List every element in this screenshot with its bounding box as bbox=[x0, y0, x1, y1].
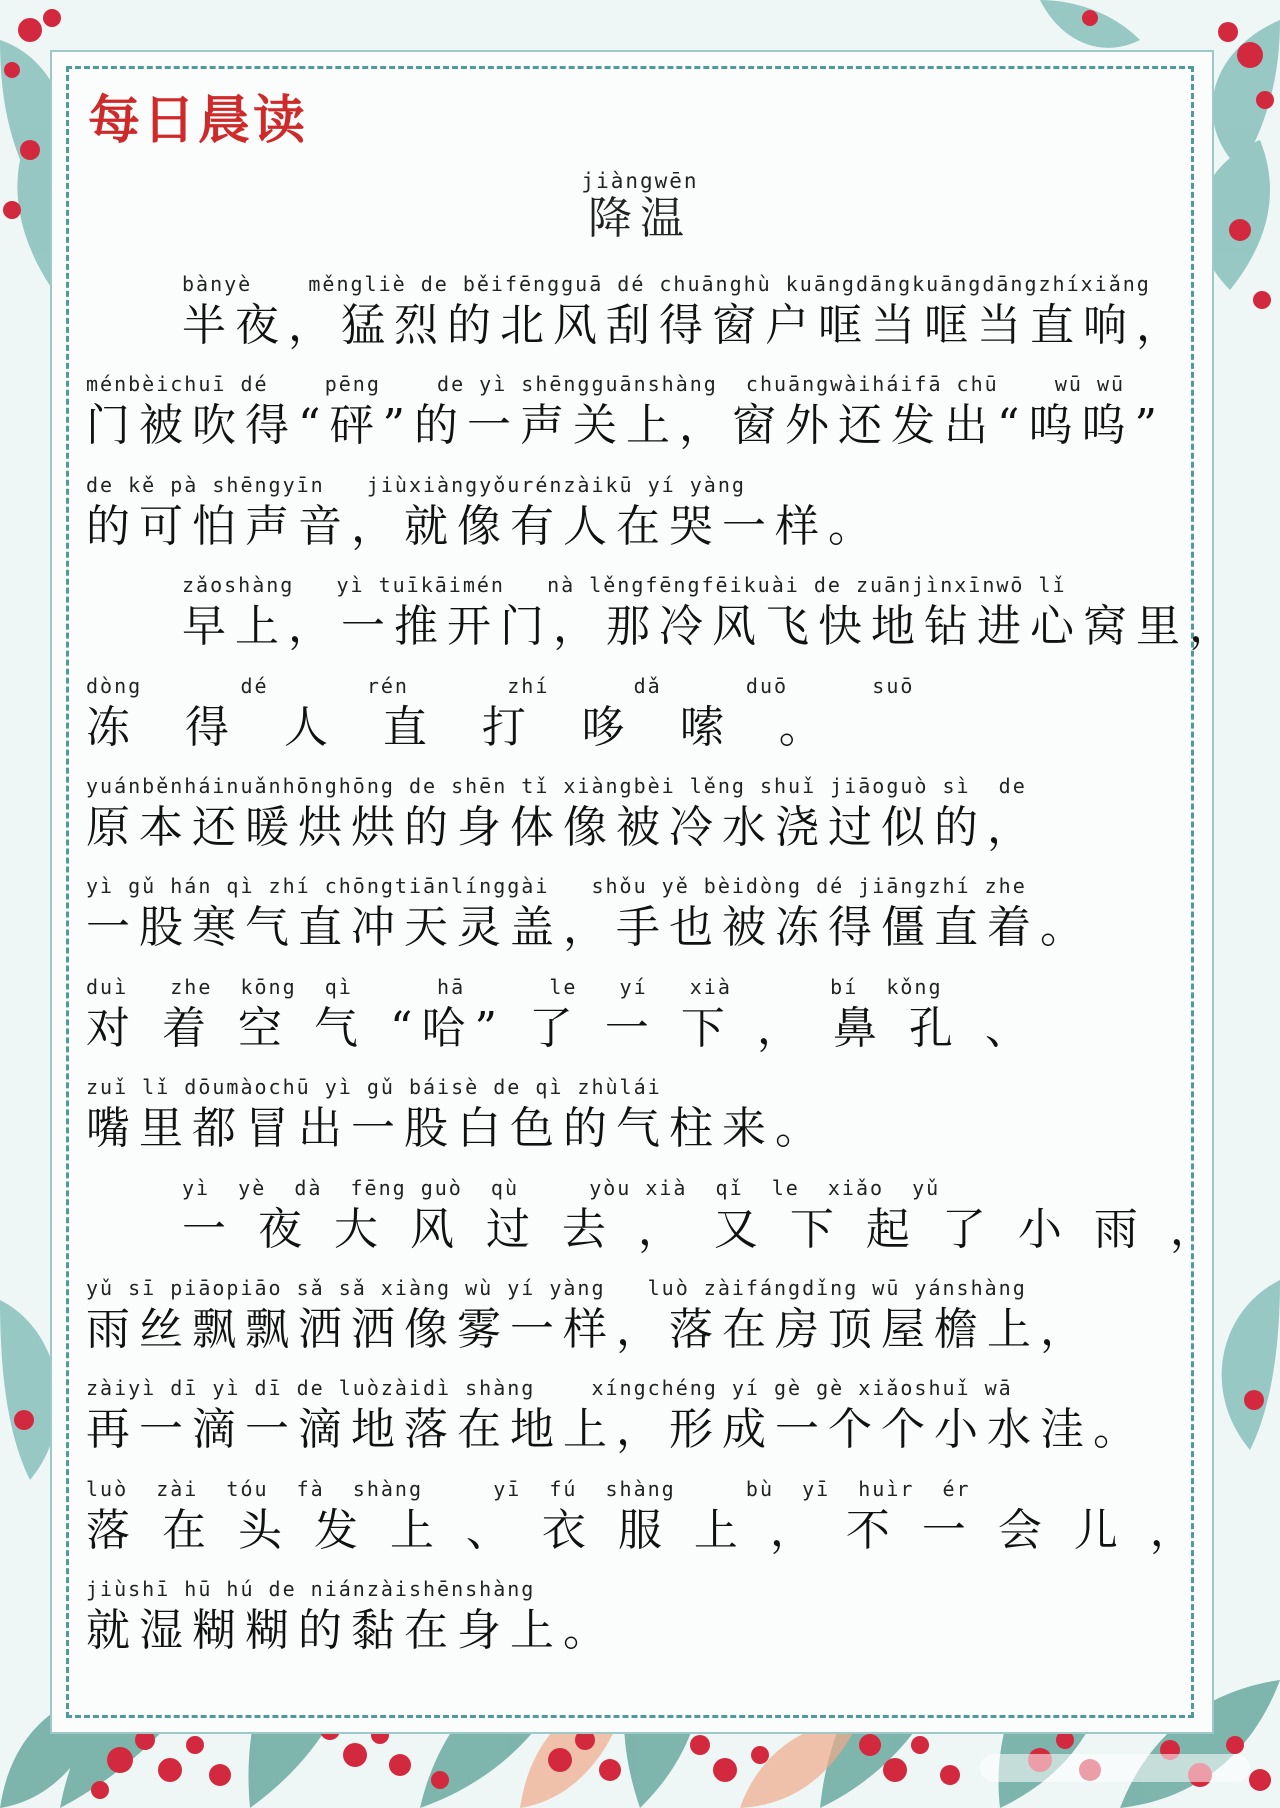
hanzi-line: 雨丝飘飘洒洒像雾一样，落在房顶屋檐上， bbox=[86, 1303, 1093, 1355]
passage-line bbox=[86, 1374, 1196, 1474]
watermark bbox=[980, 1754, 1250, 1782]
hanzi-line: 半夜，猛烈的北风刮得窗户哐当哐当直响， bbox=[182, 300, 1189, 351]
passage-line bbox=[86, 270, 1196, 370]
pinyin-line: yǔ sī piāopiāo sǎ sǎ xiàng wù yí yàng luò zàifángdǐng wū yánshàng bbox=[86, 1275, 1027, 1300]
passage-title bbox=[0, 168, 1280, 244]
hanzi-line: 再一滴一滴地落在地上，形成一个个小水洼。 bbox=[86, 1404, 1146, 1456]
pinyin-line: zàiyì dī yì dī de luòzàidì shàng xíngchéng yí gè gè xiǎoshuǐ wā bbox=[86, 1376, 1013, 1401]
page-heading: 每日晨读 bbox=[88, 90, 309, 151]
passage-line bbox=[86, 1575, 1196, 1675]
hanzi-line: 对 着 空 气 “哈” 了 一 下 ， 鼻 孔 、 bbox=[86, 1002, 1038, 1054]
pinyin-line: yuánběnháinuǎnhōnghōng de shēn tǐ xiàngbèi lěng shuǐ jiāoguò sì de bbox=[86, 773, 1027, 798]
passage-line bbox=[86, 872, 1196, 972]
passage-line bbox=[86, 772, 1196, 872]
hanzi-line: 嘴里都冒出一股白色的气柱来。 bbox=[86, 1103, 828, 1155]
passage-line bbox=[86, 1174, 1223, 1274]
pinyin-line: duì zhe kōng qì hā le yí xià bí kǒng bbox=[86, 974, 943, 999]
pinyin-line: zǎoshàng yì tuīkāimén nà lěngfēngfēikuài de zuānjìnxīnwō lǐ bbox=[182, 573, 1067, 598]
hanzi-line: 原本还暖烘烘的身体像被冷水浇过似的， bbox=[86, 801, 1040, 853]
passage-line bbox=[86, 370, 1196, 470]
pinyin-line: ménbèichuī dé pēng de yì shēngguānshàng chuāngwàiháifā chū wū wū bbox=[86, 372, 1126, 397]
pinyin-line: de kě pà shēngyīn jiùxiàngyǒurénzàikū yí yàng bbox=[86, 472, 746, 497]
hanzi-line: 就湿糊糊的黏在身上。 bbox=[86, 1605, 616, 1657]
pinyin-line: zuǐ lǐ dōumàochū yì gǔ báisè de qì zhùlái bbox=[86, 1075, 662, 1100]
passage-line bbox=[86, 973, 1196, 1073]
passage-line bbox=[86, 1475, 1203, 1575]
hanzi-line: 的可怕声音，就像有人在哭一样。 bbox=[86, 500, 881, 552]
hanzi-line: 落 在 头 发 上 、 衣 服 上 ， 不 一 会 儿 ， bbox=[86, 1504, 1203, 1556]
passage-line bbox=[86, 1274, 1196, 1374]
pinyin-line: dòng dé rén zhí dǎ duō suō bbox=[86, 673, 915, 698]
passage-line bbox=[86, 471, 1196, 571]
hanzi-line: 早上，一推开门，那冷风飞快地钻进心窝里， bbox=[182, 601, 1242, 653]
pinyin-line: yì yè dà fēng guò qù yòu xià qǐ le xiǎo yǔ bbox=[182, 1175, 941, 1200]
passage-line bbox=[86, 672, 1196, 772]
passage-line bbox=[86, 1073, 1196, 1173]
pinyin-line: yì gǔ hán qì zhí chōngtiānlínggài shǒu yě bèidòng dé jiāngzhí zhe bbox=[86, 874, 1027, 899]
hanzi-line: 一 夜 大 风 过 去 ， 又 下 起 了 小 雨 ， bbox=[182, 1203, 1223, 1255]
pinyin-line: jiùshī hū hú de niánzàishēnshàng bbox=[86, 1577, 536, 1602]
hanzi-line: 冻 得 人 直 打 哆 嗦 。 bbox=[86, 701, 832, 753]
title-pinyin: jiàngwēn bbox=[581, 169, 699, 193]
pinyin-line: luò zài tóu fà shàng yī fú shàng bù yī huìr ér bbox=[86, 1476, 971, 1501]
title-text: 降温 bbox=[588, 193, 692, 244]
hanzi-line: 一股寒气直冲天灵盖，手也被冻得僵直着。 bbox=[86, 902, 1093, 954]
pinyin-line: bànyè měngliè de běifēngguā dé chuānghù kuāngdāngkuāngdāngzhíxiǎng bbox=[182, 272, 1151, 296]
passage-line bbox=[86, 571, 1242, 671]
passage-body bbox=[86, 270, 1242, 1675]
hanzi-line: 门被吹得“砰”的一声关上，窗外还发出“呜呜” bbox=[86, 400, 1166, 452]
